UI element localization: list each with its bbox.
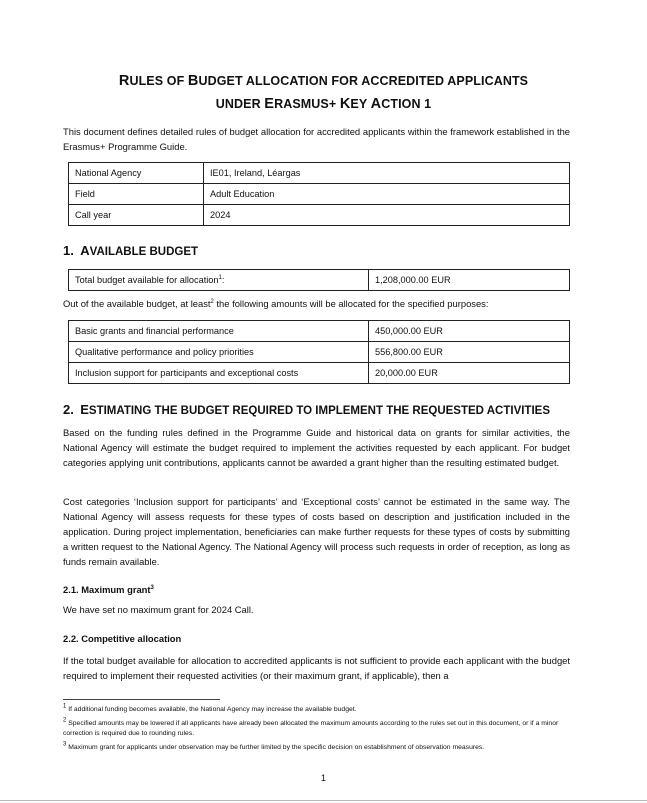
allocation-label: Qualitative performance and policy priorities — [69, 342, 369, 363]
section-2-heading: 2. ESTIMATING THE BUDGET REQUIRED TO IMPLEMENT THE REQUESTED ACTIVITIES — [63, 402, 550, 417]
subsection-2-2-text: If the total budget available for allocation to accredited applicants is not sufficient to provide each applicant with the budget required to implement their requested activities (or their maximum grant, if applicable), then a — [63, 655, 570, 681]
info-value: Adult Education — [204, 184, 570, 205]
table-row — [69, 163, 570, 184]
footnote-3: $^3$ Maximum grant for applicants under observation may be further limited by the specific decision on establishment of observation measures. — [63, 741, 485, 751]
info-label: National Agency — [69, 163, 204, 184]
table-row — [69, 184, 570, 205]
allocation-intro: Out of the available budget, at least$^2$ the following amounts will be allocated for the specified purposes: — [63, 298, 489, 309]
page-number: 1 — [320, 772, 327, 783]
subsection-2-1-heading: 2.1. Maximum grant$^3$ — [63, 584, 154, 595]
document-title-line-1: RULES OF BUDGET ALLOCATION FOR ACCREDITED APPLICANTS — [118, 73, 529, 89]
table-row — [69, 342, 570, 363]
footnote-1: $^1$ If additional funding becomes available, the National Agency may increase the available budget. — [63, 703, 357, 713]
footnote-2: $^2$ Specified amounts may be lowered if all applicants have already been allocated the maximum amounts according to the rules set out in this document, or if a minor correction is required due to rounding rules. — [63, 717, 559, 737]
total-budget-label: Total budget available for allocation$^1$: — [69, 270, 369, 291]
total-budget-value: 1,208,000.00 EUR — [369, 270, 570, 291]
info-label: Field — [69, 184, 204, 205]
intro-paragraph: This document defines detailed rules of budget allocation for accredited applicants within the framework established in the Erasmus+ Programme Guide. — [63, 126, 570, 152]
table-row — [69, 205, 570, 226]
allocation-label: Basic grants and financial performance — [69, 321, 369, 342]
table-row — [69, 321, 570, 342]
allocation-value: 20,000.00 EUR — [369, 363, 570, 384]
section-2-paragraph-2: Cost categories ‘Inclusion support for participants’ and ‘Exceptional costs’ cannot be estimated in the same way. The National Agency will assess requests for these types of costs based on description and justification included in the application. During project implementation, beneficiaries can make further requests for these types of costs by submitting a written request to the National Agency. The National Agency will process such requests in order of reception, as long as funds remain available. — [63, 496, 570, 567]
allocation-value: 556,800.00 EUR — [369, 342, 570, 363]
subsection-2-2-heading: 2.2. Competitive allocation — [63, 633, 182, 644]
table-row — [69, 363, 570, 384]
info-table — [68, 162, 570, 226]
document-title-line-2: UNDER ERASMUS+ KEY ACTION 1 — [215, 96, 432, 112]
info-label: Call year — [69, 205, 204, 226]
page-bottom-border — [0, 800, 647, 801]
allocation-table — [68, 320, 570, 384]
info-value: IE01, Ireland, Léargas — [204, 163, 570, 184]
info-value: 2024 — [204, 205, 570, 226]
total-budget-table — [68, 269, 570, 291]
section-1-heading: 1. AVAILABLE BUDGET — [63, 243, 199, 258]
section-2-paragraph-1: Based on the funding rules defined in the Programme Guide and historical data on grants for similar activities, the National Agency will estimate the budget required to implement the activities requested by each applicant. For budget categories applying unit contributions, applicants cannot be awarded a grant higher than the resulting estimated budget. — [63, 427, 570, 468]
table-row — [69, 270, 570, 291]
allocation-value: 450,000.00 EUR — [369, 321, 570, 342]
footnote-separator — [63, 699, 220, 700]
allocation-label: Inclusion support for participants and exceptional costs — [69, 363, 369, 384]
subsection-2-1-text: We have set no maximum grant for 2024 Call. — [63, 604, 254, 615]
